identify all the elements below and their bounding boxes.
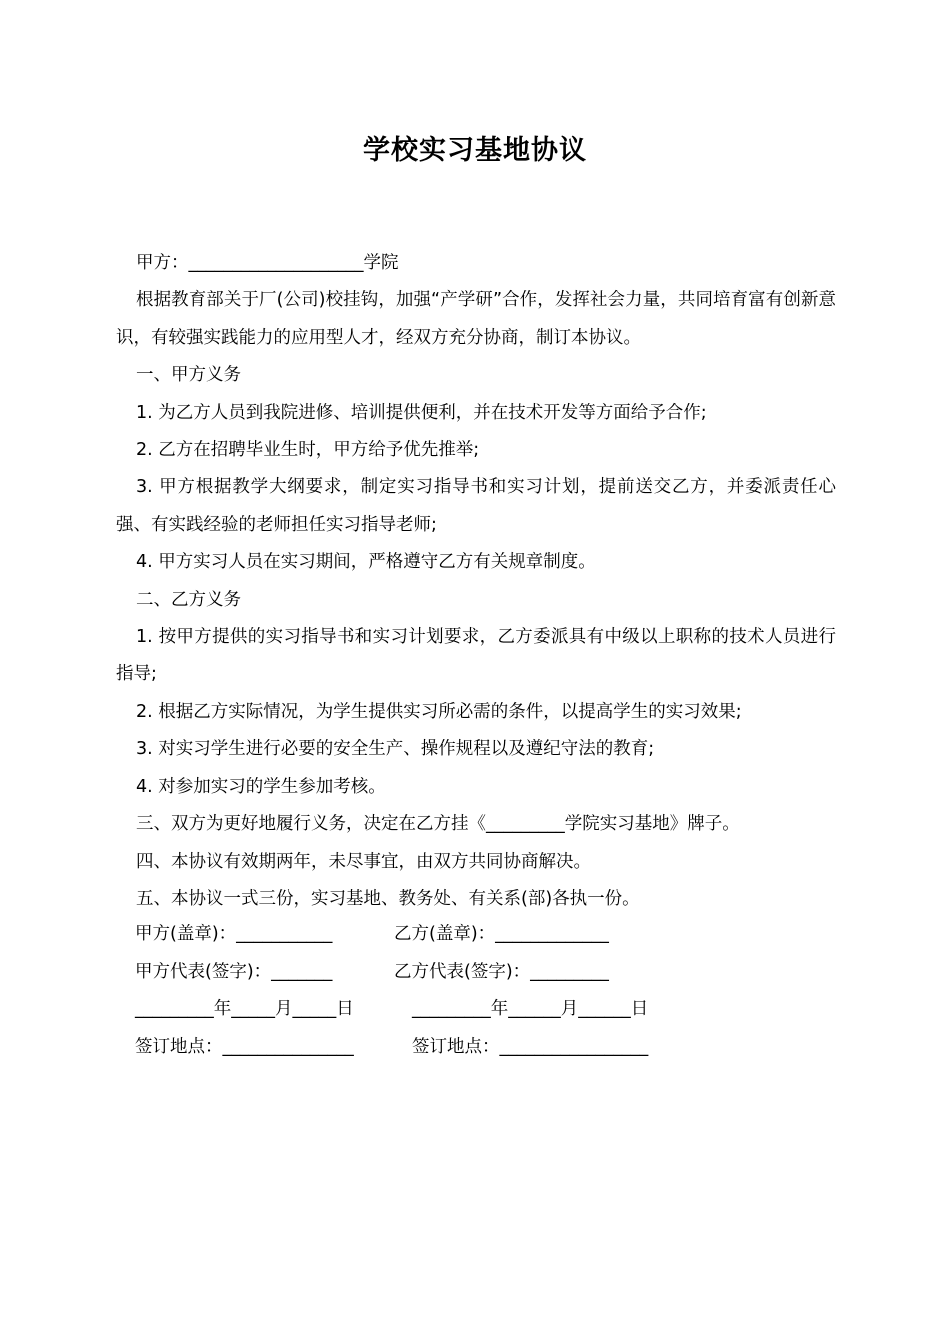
section-3: 三、双方为更好地履行义务，决定在乙方挂《_________学院实习基地》牌子。 [136,814,740,835]
party-a-item-1: 1. 为乙方人员到我院进修、培训提供便利，并在技术开发等方面给予合作; [136,402,707,423]
party-a-item-2: 2. 乙方在招聘毕业生时，甲方给予优先推举; [136,440,480,461]
party-b-date: _________年______月______日 [412,999,649,1019]
party-a-seal: 甲方(盖章)：___________ [135,924,333,944]
intro-paragraph: 根据教育部关于厂(公司)校挂钩，加强“产学研”合作，发挥社会力量，共同培育富有创新意识，有较强实践能力的应用型人才，经双方充分协商，制订本协议。 [116,290,836,348]
party-a-item-4: 4. 甲方实习人员在实习期间，严格遵守乙方有关规章制度。 [136,552,596,573]
section-5: 五、本协议一式三份，实习基地、教务处、有关系(部)各执一份。 [136,888,640,909]
party-a-line: 甲方：____________________学院 [136,253,399,273]
document-title: 学校实习基地协议 [363,135,587,166]
party-b-seal: 乙方(盖章)：_____________ [394,924,609,944]
signature-row-place [135,1029,835,1066]
party-b-representative: 乙方代表(签字)：_________ [394,962,609,982]
party-a-representative: 甲方代表(签字)：_______ [135,962,333,982]
section-title-party-b: 二、乙方义务 [136,589,241,610]
signature-row-seal [135,916,835,953]
document-body [116,245,836,918]
party-a-place: 签订地点：_______________ [135,1037,354,1057]
party-b-item-3: 3. 对实习学生进行必要的安全生产、操作规程以及遵纪守法的教育; [136,739,655,760]
party-a-item-3: 3. 甲方根据教学大纲要求，制定实习指导书和实习计划，提前送交乙方，并委派责任心强、有实践经验的老师担任实习指导老师; [116,477,836,535]
party-b-item-2: 2. 根据乙方实际情况，为学生提供实习所必需的条件，以提高学生的实习效果; [136,701,742,722]
signature-row-date [135,991,835,1028]
section-title-party-a: 一、甲方义务 [136,365,241,386]
party-b-item-4: 4. 对参加实习的学生参加考核。 [136,776,386,797]
signature-row-rep [135,954,835,991]
party-b-item-1: 1. 按甲方提供的实习指导书和实习计划要求，乙方委派具有中级以上职称的技术人员进行指导; [116,627,836,685]
party-b-place: 签订地点：_________________ [412,1037,649,1057]
party-a-date: _________年_____月_____日 [135,999,354,1019]
section-4: 四、本协议有效期两年，未尽事宜，由双方共同协商解决。 [136,851,591,872]
